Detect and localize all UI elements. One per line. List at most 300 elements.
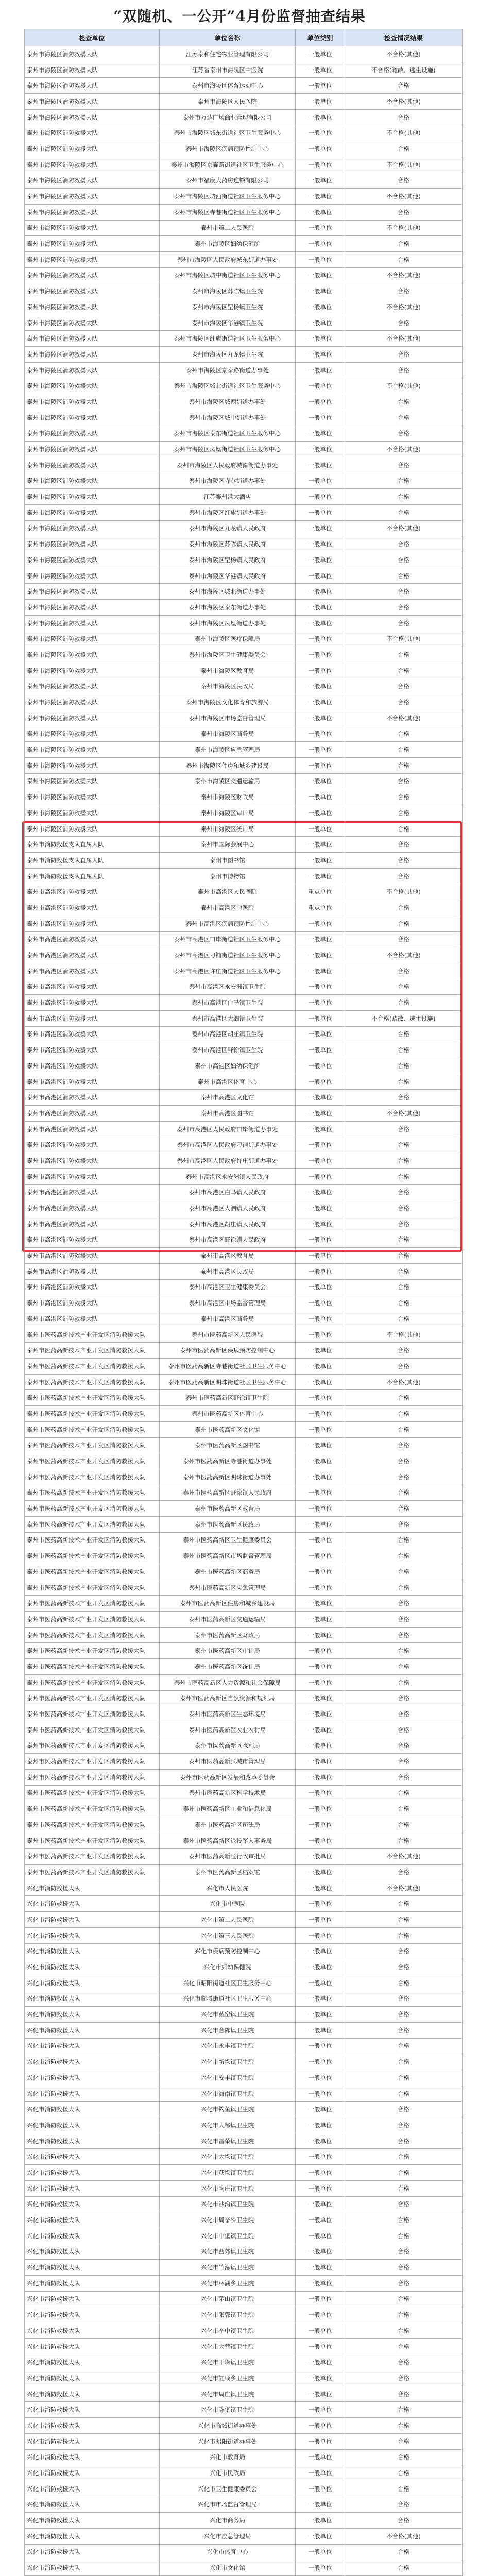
cell-unit-category: 一般单位 <box>296 2180 345 2196</box>
cell-unit-name: 泰州市高港区野徐镇卫生院 <box>160 1042 296 1058</box>
cell-inspector: 兴化市消防救援大队 <box>25 2275 160 2291</box>
cell-unit-name: 泰州市海陵区妇幼保健所 <box>160 236 296 252</box>
cell-result: 合格 <box>345 236 463 252</box>
cell-unit-name: 泰州市海陵区京泰路街道办事处 <box>160 362 296 378</box>
cell-inspector: 泰州市医药高新技术产业开发区消防救援大队 <box>25 1359 160 1375</box>
cell-inspector: 兴化市消防救援大队 <box>25 1912 160 1928</box>
cell-unit-name: 兴化市大垛镇卫生院 <box>160 2149 296 2165</box>
cell-result: 不合格(其他) <box>345 1374 463 1390</box>
table-row <box>25 1580 463 1596</box>
cell-result: 合格 <box>345 647 463 663</box>
table-row <box>25 2465 463 2481</box>
cell-unit-category: 一般单位 <box>296 1516 345 1532</box>
table-row <box>25 1548 463 1564</box>
table-row <box>25 868 463 884</box>
cell-unit-category: 一般单位 <box>296 2402 345 2418</box>
cell-unit-name: 泰州市高港区白马镇人民政府 <box>160 1184 296 1200</box>
table-row <box>25 979 463 995</box>
cell-inspector: 泰州市医药高新技术产业开发区消防救援大队 <box>25 1390 160 1406</box>
cell-unit-category: 一般单位 <box>296 315 345 331</box>
cell-unit-category: 一般单位 <box>296 757 345 773</box>
cell-result: 不合格(其他) <box>345 442 463 457</box>
cell-unit-name: 泰州市海陵区财政局 <box>160 789 296 805</box>
cell-unit-category: 一般单位 <box>296 1263 345 1279</box>
cell-result: 合格 <box>345 694 463 710</box>
cell-unit-category: 一般单位 <box>296 1406 345 1422</box>
cell-unit-category: 一般单位 <box>296 267 345 283</box>
table-row <box>25 1849 463 1865</box>
cell-unit-name: 泰州市海陵区泰东街道社区卫生服务中心 <box>160 426 296 442</box>
table-row <box>25 1121 463 1137</box>
cell-result: 合格 <box>345 1074 463 1090</box>
table-row <box>25 362 463 378</box>
cell-inspector: 泰州市医药高新技术产业开发区消防救援大队 <box>25 1785 160 1801</box>
cell-inspector: 兴化市消防救援大队 <box>25 2117 160 2133</box>
cell-inspector: 兴化市消防救援大队 <box>25 2354 160 2370</box>
table-row <box>25 141 463 157</box>
cell-unit-name: 泰州市医药高新区农业农村局 <box>160 1722 296 1738</box>
table-row <box>25 1279 463 1295</box>
cell-unit-category: 一般单位 <box>296 1295 345 1311</box>
cell-result: 不合格(其他) <box>345 331 463 347</box>
table-header-row <box>25 29 463 46</box>
table-row <box>25 2260 463 2276</box>
table-row <box>25 62 463 78</box>
cell-inspector: 兴化市消防救援大队 <box>25 2338 160 2354</box>
cell-result: 合格 <box>345 615 463 631</box>
table-row <box>25 1343 463 1359</box>
cell-unit-name: 泰州市海陵区寺巷街道社区卫生服务中心 <box>160 204 296 220</box>
table-row <box>25 884 463 900</box>
cell-unit-name: 泰州市海陵区住房和城乡建设局 <box>160 757 296 773</box>
cell-inspector: 泰州市高港区消防救援大队 <box>25 1311 160 1327</box>
cell-inspector: 泰州市海陵区消防救援大队 <box>25 46 160 62</box>
table-row <box>25 1627 463 1643</box>
cell-inspector: 泰州市海陵区消防救援大队 <box>25 504 160 520</box>
cell-inspector: 泰州市高港区消防救援大队 <box>25 1279 160 1295</box>
cell-unit-category: 一般单位 <box>296 1359 345 1375</box>
table-row <box>25 1896 463 1912</box>
table-row <box>25 109 463 125</box>
cell-inspector: 泰州市海陵区消防救援大队 <box>25 267 160 283</box>
cell-unit-category: 一般单位 <box>296 141 345 157</box>
cell-result: 合格 <box>345 931 463 947</box>
cell-inspector: 泰州市高港区消防救援大队 <box>25 884 160 900</box>
table-row <box>25 1074 463 1090</box>
cell-unit-name: 兴化市周庄镇卫生院 <box>160 2386 296 2402</box>
table-row <box>25 2275 463 2291</box>
cell-unit-category: 一般单位 <box>296 2354 345 2370</box>
cell-unit-category: 一般单位 <box>296 46 345 62</box>
cell-result: 合格 <box>345 2228 463 2244</box>
table-row <box>25 600 463 616</box>
cell-unit-name: 泰州市医药高新区体育中心 <box>160 1406 296 1422</box>
table-row <box>25 1168 463 1184</box>
table-row <box>25 2370 463 2386</box>
cell-inspector: 泰州市海陵区消防救援大队 <box>25 331 160 347</box>
cell-unit-category: 一般单位 <box>296 2007 345 2023</box>
table-row <box>25 2117 463 2133</box>
cell-unit-category: 一般单位 <box>296 1975 345 1991</box>
table-row <box>25 204 463 220</box>
cell-inspector: 泰州市医药高新技术产业开发区消防救援大队 <box>25 1516 160 1532</box>
cell-unit-category: 一般单位 <box>296 1058 345 1074</box>
cell-result: 合格 <box>345 805 463 821</box>
cell-unit-name: 泰州市医药高新区住房和城乡建设局 <box>160 1596 296 1612</box>
cell-unit-name: 兴化市西郊镇卫生院 <box>160 2244 296 2260</box>
cell-unit-name: 泰州市高港区卫生健康委员会 <box>160 1279 296 1295</box>
table-row <box>25 631 463 647</box>
cell-inspector: 泰州市医药高新技术产业开发区消防救援大队 <box>25 1421 160 1437</box>
cell-unit-name: 泰州市海陵区泰东街道办事处 <box>160 600 296 616</box>
table-row <box>25 1532 463 1548</box>
cell-unit-category: 一般单位 <box>296 679 345 694</box>
cell-inspector: 泰州市海陵区消防救援大队 <box>25 442 160 457</box>
cell-unit-name: 兴化市中堡镇卫生院 <box>160 2228 296 2244</box>
cell-inspector: 泰州市高港区消防救援大队 <box>25 1058 160 1074</box>
cell-unit-category: 一般单位 <box>296 615 345 631</box>
cell-result: 不合格(其他) <box>345 1106 463 1122</box>
cell-unit-name: 泰州市高港区中医院 <box>160 900 296 916</box>
cell-unit-name: 兴化市合陈镇卫生院 <box>160 2022 296 2038</box>
cell-unit-name: 泰州市海陵区交通运输局 <box>160 773 296 789</box>
cell-unit-name: 兴化市林湖乡卫生院 <box>160 2275 296 2291</box>
cell-result: 合格 <box>345 410 463 426</box>
cell-result: 合格 <box>345 2180 463 2196</box>
cell-unit-category: 一般单位 <box>296 1200 345 1216</box>
cell-result: 合格 <box>345 536 463 552</box>
cell-inspector: 泰州市海陵区消防救援大队 <box>25 663 160 679</box>
cell-unit-name: 兴化市戴窑镇卫生院 <box>160 2007 296 2023</box>
cell-unit-category: 一般单位 <box>296 600 345 616</box>
table-row <box>25 837 463 853</box>
cell-inspector: 泰州市医药高新技术产业开发区消防救援大队 <box>25 1327 160 1343</box>
table-row <box>25 1833 463 1849</box>
cell-result: 合格 <box>345 2449 463 2465</box>
cell-inspector: 泰州市医药高新技术产业开发区消防救援大队 <box>25 1627 160 1643</box>
cell-unit-name: 泰州市医药高新区人民医院 <box>160 1327 296 1343</box>
cell-inspector: 泰州市高港区消防救援大队 <box>25 947 160 963</box>
cell-result: 合格 <box>345 1754 463 1770</box>
table-row <box>25 1754 463 1770</box>
table-row <box>25 1359 463 1375</box>
cell-unit-category: 一般单位 <box>296 2307 345 2323</box>
cell-unit-category: 一般单位 <box>296 2338 345 2354</box>
table-row <box>25 504 463 520</box>
cell-unit-category: 一般单位 <box>296 995 345 1011</box>
table-row <box>25 2307 463 2323</box>
cell-unit-category: 一般单位 <box>296 426 345 442</box>
cell-unit-category: 一般单位 <box>296 1090 345 1106</box>
cell-inspector: 泰州市海陵区消防救援大队 <box>25 315 160 331</box>
cell-result: 合格 <box>345 2402 463 2418</box>
table-row <box>25 1564 463 1580</box>
cell-result: 不合格(其他) <box>345 1880 463 1896</box>
cell-unit-category: 一般单位 <box>296 1801 345 1817</box>
table-row <box>25 173 463 189</box>
cell-unit-category: 一般单位 <box>296 1153 345 1169</box>
cell-result: 合格 <box>345 283 463 299</box>
cell-result: 合格 <box>345 2291 463 2307</box>
cell-result: 合格 <box>345 1469 463 1485</box>
cell-unit-name: 兴化市卫生健康委员会 <box>160 2481 296 2497</box>
cell-inspector: 泰州市高港区消防救援大队 <box>25 916 160 931</box>
cell-inspector: 兴化市消防救援大队 <box>25 2433 160 2449</box>
table-row <box>25 1058 463 1074</box>
cell-unit-category: 一般单位 <box>296 204 345 220</box>
cell-result: 不合格(其他) <box>345 631 463 647</box>
cell-unit-category: 一般单位 <box>296 347 345 363</box>
table-row <box>25 347 463 363</box>
cell-unit-category: 一般单位 <box>296 2560 345 2576</box>
cell-unit-category: 一般单位 <box>296 1627 345 1643</box>
cell-inspector: 泰州市医药高新技术产业开发区消防救援大队 <box>25 1612 160 1628</box>
cell-unit-name: 泰州市医药高新区图书馆 <box>160 1437 296 1453</box>
cell-unit-name: 泰州市高港区人民医院 <box>160 884 296 900</box>
cell-unit-category: 一般单位 <box>296 520 345 536</box>
cell-inspector: 泰州市医药高新技术产业开发区消防救援大队 <box>25 1374 160 1390</box>
table-row <box>25 1184 463 1200</box>
table-row <box>25 1769 463 1785</box>
cell-inspector: 泰州市海陵区消防救援大队 <box>25 189 160 205</box>
cell-result: 合格 <box>345 1516 463 1532</box>
cell-unit-category: 一般单位 <box>296 789 345 805</box>
cell-result: 合格 <box>345 1437 463 1453</box>
cell-inspector: 泰州市海陵区消防救援大队 <box>25 109 160 125</box>
cell-inspector: 泰州市海陵区消防救援大队 <box>25 773 160 789</box>
cell-unit-name: 泰州市医药高新区档案馆 <box>160 1865 296 1880</box>
table-row <box>25 1216 463 1232</box>
table-row <box>25 78 463 94</box>
table-row <box>25 694 463 710</box>
cell-inspector: 泰州市海陵区消防救援大队 <box>25 600 160 616</box>
cell-result: 合格 <box>345 2323 463 2339</box>
cell-unit-name: 泰州市高港区大泗镇人民政府 <box>160 1200 296 1216</box>
cell-result: 合格 <box>345 1184 463 1200</box>
cell-unit-category: 一般单位 <box>296 2212 345 2228</box>
table-row <box>25 2196 463 2212</box>
cell-unit-category: 一般单位 <box>296 2070 345 2086</box>
cell-result: 合格 <box>345 1263 463 1279</box>
cell-unit-name: 兴化市疾病预防控制中心 <box>160 1943 296 1959</box>
cell-unit-category: 一般单位 <box>296 1137 345 1153</box>
cell-unit-category: 一般单位 <box>296 504 345 520</box>
page-title: “双随机、一公开”4月份监督抽查结果 <box>113 8 366 25</box>
cell-unit-category: 一般单位 <box>296 1121 345 1137</box>
cell-inspector: 兴化市消防救援大队 <box>25 2418 160 2434</box>
cell-result: 合格 <box>345 2149 463 2165</box>
cell-result: 合格 <box>345 2544 463 2560</box>
table-row <box>25 1453 463 1469</box>
table-row <box>25 789 463 805</box>
cell-unit-category: 重点单位 <box>296 900 345 916</box>
cell-unit-name: 江苏省泰州市海陵区中医院 <box>160 62 296 78</box>
cell-unit-category: 一般单位 <box>296 157 345 173</box>
table-row <box>25 2086 463 2102</box>
cell-unit-category: 一般单位 <box>296 125 345 141</box>
cell-inspector: 泰州市海陵区消防救援大队 <box>25 789 160 805</box>
cell-inspector: 兴化市消防救援大队 <box>25 1880 160 1896</box>
cell-unit-name: 泰州市医药高新区退役军人事务局 <box>160 1833 296 1849</box>
table-row <box>25 2291 463 2307</box>
cell-inspector: 泰州市海陵区消防救援大队 <box>25 805 160 821</box>
cell-unit-name: 泰州市高港区永安洲镇卫生院 <box>160 979 296 995</box>
cell-unit-name: 泰州市海陵区人民政府城南街道办事处 <box>160 457 296 473</box>
cell-unit-category: 一般单位 <box>296 2260 345 2276</box>
cell-unit-name: 兴化市第二人民医院 <box>160 1912 296 1928</box>
cell-unit-category: 一般单位 <box>296 2102 345 2117</box>
cell-inspector: 泰州市高港区消防救援大队 <box>25 1263 160 1279</box>
cell-result: 合格 <box>345 1817 463 1833</box>
cell-unit-name: 兴化市沙沟镇卫生院 <box>160 2196 296 2212</box>
cell-inspector: 兴化市消防救援大队 <box>25 2007 160 2023</box>
cell-unit-category: 一般单位 <box>296 552 345 568</box>
cell-unit-name: 泰州市高港区疾病预防控制中心 <box>160 916 296 931</box>
cell-unit-name: 泰州市高港区体育中心 <box>160 1074 296 1090</box>
cell-inspector: 泰州市海陵区消防救援大队 <box>25 394 160 410</box>
cell-result: 合格 <box>345 2054 463 2070</box>
cell-unit-category: 一般单位 <box>296 2481 345 2497</box>
cell-unit-name: 兴化市临城街道社区卫生服务中心 <box>160 1991 296 2007</box>
cell-unit-name: 泰州市医药高新区行政审批局 <box>160 1849 296 1865</box>
cell-result: 合格 <box>345 663 463 679</box>
cell-unit-category: 一般单位 <box>296 1042 345 1058</box>
table-row <box>25 410 463 426</box>
cell-inspector: 泰州市医药高新技术产业开发区消防救援大队 <box>25 1706 160 1722</box>
cell-unit-category: 一般单位 <box>296 1010 345 1026</box>
table-row <box>25 1912 463 1928</box>
cell-unit-category: 一般单位 <box>296 2386 345 2402</box>
cell-inspector: 泰州市医药高新技术产业开发区消防救援大队 <box>25 1548 160 1564</box>
table-row <box>25 2544 463 2560</box>
cell-inspector: 兴化市消防救援大队 <box>25 2402 160 2418</box>
cell-unit-category: 一般单位 <box>296 726 345 742</box>
cell-unit-name: 兴化市陈堡镇卫生院 <box>160 2402 296 2418</box>
cell-unit-category: 一般单位 <box>296 584 345 600</box>
cell-unit-category: 一般单位 <box>296 1690 345 1706</box>
table-row <box>25 315 463 331</box>
cell-result: 不合格(其他) <box>345 378 463 394</box>
cell-unit-name: 泰州市国际会展中心 <box>160 837 296 853</box>
cell-unit-category: 一般单位 <box>296 1769 345 1785</box>
cell-result: 合格 <box>345 473 463 489</box>
cell-unit-category: 一般单位 <box>296 109 345 125</box>
cell-unit-name: 泰州市博物馆 <box>160 868 296 884</box>
cell-result: 不合格(其他) <box>345 94 463 110</box>
table-row <box>25 1991 463 2007</box>
cell-unit-category: 一般单位 <box>296 536 345 552</box>
cell-unit-name: 泰州市海陵区华港镇人民政府 <box>160 568 296 584</box>
cell-unit-category: 一般单位 <box>296 1564 345 1580</box>
cell-unit-name: 泰州市高港区许庄街道社区卫生服务中心 <box>160 963 296 979</box>
table-row <box>25 1975 463 1991</box>
cell-unit-category: 一般单位 <box>296 2291 345 2307</box>
cell-unit-category: 一般单位 <box>296 1437 345 1453</box>
table-row <box>25 157 463 173</box>
cell-result: 合格 <box>345 1912 463 1928</box>
cell-unit-category: 一般单位 <box>296 1785 345 1801</box>
cell-unit-category: 一般单位 <box>296 1248 345 1264</box>
cell-unit-category: 一般单位 <box>296 1453 345 1469</box>
cell-unit-category: 一般单位 <box>296 442 345 457</box>
cell-inspector: 泰州市高港区消防救援大队 <box>25 1121 160 1137</box>
table-row <box>25 1817 463 1833</box>
cell-result: 合格 <box>345 2038 463 2054</box>
cell-unit-name: 泰州市高港区文化馆 <box>160 1090 296 1106</box>
cell-unit-name: 兴化市人民医院 <box>160 1880 296 1896</box>
cell-inspector: 泰州市医药高新技术产业开发区消防救援大队 <box>25 1690 160 1706</box>
table-row <box>25 1674 463 1690</box>
cell-inspector: 兴化市消防救援大队 <box>25 2497 160 2513</box>
cell-unit-name: 江苏泰和住宅物业管理有限公司 <box>160 46 296 62</box>
cell-result: 合格 <box>345 2307 463 2323</box>
inspection-results-table <box>24 29 463 2576</box>
cell-unit-name: 泰州市医药高新区科学技术局 <box>160 1785 296 1801</box>
cell-result: 合格 <box>345 2196 463 2212</box>
cell-unit-name: 兴化市商务局 <box>160 2513 296 2529</box>
table-row <box>25 1090 463 1106</box>
cell-unit-name: 泰州市海陵区凤凰街道办事处 <box>160 615 296 631</box>
cell-result: 合格 <box>345 584 463 600</box>
cell-unit-name: 泰州市海陵区统计局 <box>160 821 296 837</box>
cell-unit-name: 泰州市医药高新区交通运输局 <box>160 1612 296 1628</box>
table-row <box>25 473 463 489</box>
cell-unit-name: 泰州市海陵区体育运动中心 <box>160 78 296 94</box>
cell-result: 合格 <box>345 1121 463 1137</box>
table-row <box>25 299 463 315</box>
cell-unit-category: 一般单位 <box>296 1580 345 1596</box>
cell-unit-name: 泰州市万达广场商业管理有限公司 <box>160 109 296 125</box>
cell-unit-name: 泰州市医药高新区水利局 <box>160 1738 296 1754</box>
cell-inspector: 泰州市医药高新技术产业开发区消防救援大队 <box>25 1532 160 1548</box>
table-row <box>25 2212 463 2228</box>
cell-result: 合格 <box>345 204 463 220</box>
table-row <box>25 457 463 473</box>
table-row <box>25 2022 463 2038</box>
cell-unit-name: 泰州市海陵区民政局 <box>160 679 296 694</box>
cell-unit-category: 一般单位 <box>296 473 345 489</box>
cell-inspector: 泰州市海陵区消防救援大队 <box>25 821 160 837</box>
cell-inspector: 泰州市海陵区消防救援大队 <box>25 62 160 78</box>
cell-inspector: 兴化市消防救援大队 <box>25 2212 160 2228</box>
cell-unit-category: 一般单位 <box>296 2133 345 2149</box>
cell-unit-name: 泰州市医药高新区审计局 <box>160 1643 296 1659</box>
cell-unit-name: 泰州市第二人民医院 <box>160 220 296 236</box>
cell-inspector: 兴化市消防救援大队 <box>25 2086 160 2102</box>
cell-result: 合格 <box>345 1975 463 1991</box>
cell-unit-category: 一般单位 <box>296 1833 345 1849</box>
cell-unit-name: 泰州市海陵区九龙镇卫生院 <box>160 347 296 363</box>
cell-unit-category: 一般单位 <box>296 963 345 979</box>
cell-unit-name: 泰州市医药高新区寺巷街道办事处 <box>160 1453 296 1469</box>
cell-result: 合格 <box>345 1612 463 1628</box>
cell-result: 合格 <box>345 1596 463 1612</box>
cell-unit-category: 一般单位 <box>296 916 345 931</box>
table-row <box>25 1406 463 1422</box>
cell-unit-name: 泰州市医药高新区寺巷街道社区卫生服务中心 <box>160 1359 296 1375</box>
cell-inspector: 兴化市消防救援大队 <box>25 2165 160 2181</box>
cell-result: 合格 <box>345 1865 463 1880</box>
cell-result: 合格 <box>345 1674 463 1690</box>
cell-result: 合格 <box>345 679 463 694</box>
cell-unit-category: 一般单位 <box>296 1674 345 1690</box>
cell-result: 合格 <box>345 2275 463 2291</box>
table-row <box>25 615 463 631</box>
cell-unit-name: 泰州市医药高新区野徐镇人民政府 <box>160 1485 296 1501</box>
table-row <box>25 2528 463 2544</box>
table-row <box>25 2402 463 2418</box>
cell-result: 合格 <box>345 789 463 805</box>
